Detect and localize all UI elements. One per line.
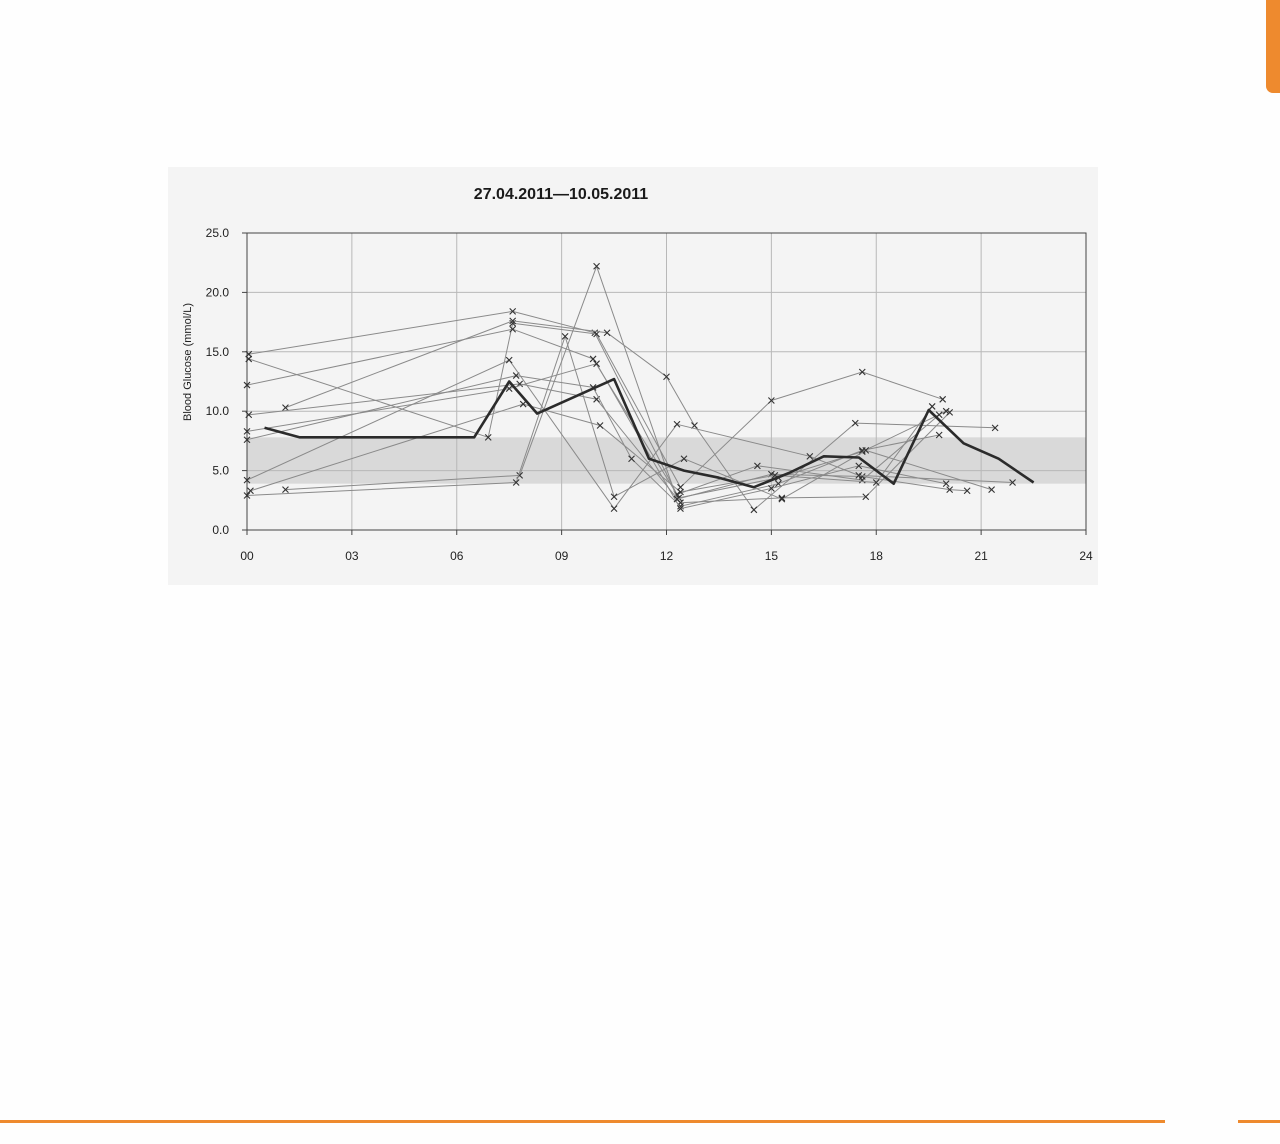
x-tick-label: 06	[450, 549, 464, 563]
data-point-marker	[590, 356, 596, 362]
data-point-marker	[751, 507, 757, 513]
x-tick-label: 12	[659, 549, 674, 563]
x-tick-label: 18	[869, 549, 883, 563]
chart-title: 27.04.2011—10.05.2011	[473, 186, 649, 203]
blood-glucose-chart	[168, 167, 1098, 585]
data-point-marker	[597, 422, 603, 428]
y-tick-label: 25.0	[205, 226, 229, 240]
data-point-marker	[779, 496, 785, 502]
data-point-marker	[940, 396, 946, 402]
data-point-marker	[562, 333, 568, 339]
y-tick-label: 20.0	[205, 285, 229, 300]
data-point-marker	[859, 369, 865, 375]
data-point-marker	[611, 506, 617, 512]
data-point-marker	[674, 421, 680, 427]
data-point-marker	[506, 357, 512, 363]
x-tick-label: 09	[554, 549, 569, 563]
data-point-marker	[989, 487, 995, 493]
x-tick-label: 15	[764, 549, 779, 563]
y-tick-label: 5.0	[212, 463, 229, 478]
y-axis-label: Blood Glucose (mmol/L)	[182, 303, 194, 421]
data-point-marker	[594, 263, 600, 269]
x-tick-label: 00	[240, 549, 254, 563]
y-tick-label: 10.0	[205, 404, 229, 419]
data-point-marker	[611, 494, 617, 500]
y-tick-label: 15.0	[205, 344, 229, 359]
x-tick-label: 03	[345, 549, 359, 563]
data-point-marker	[520, 401, 526, 407]
data-point-marker	[594, 361, 600, 367]
footer-rule-right	[1238, 1120, 1280, 1123]
x-tick-label: 24	[1079, 549, 1093, 563]
footer-rule	[0, 1120, 1165, 1123]
orange-corner-tab	[1266, 0, 1280, 93]
data-point-marker	[929, 403, 935, 409]
x-tick-label: 21	[974, 549, 988, 563]
data-point-marker	[247, 488, 253, 494]
tick-labels	[206, 226, 1093, 563]
data-point-marker	[282, 405, 288, 411]
chart-panel	[168, 167, 1098, 585]
y-tick-label: 0.0	[212, 523, 229, 537]
